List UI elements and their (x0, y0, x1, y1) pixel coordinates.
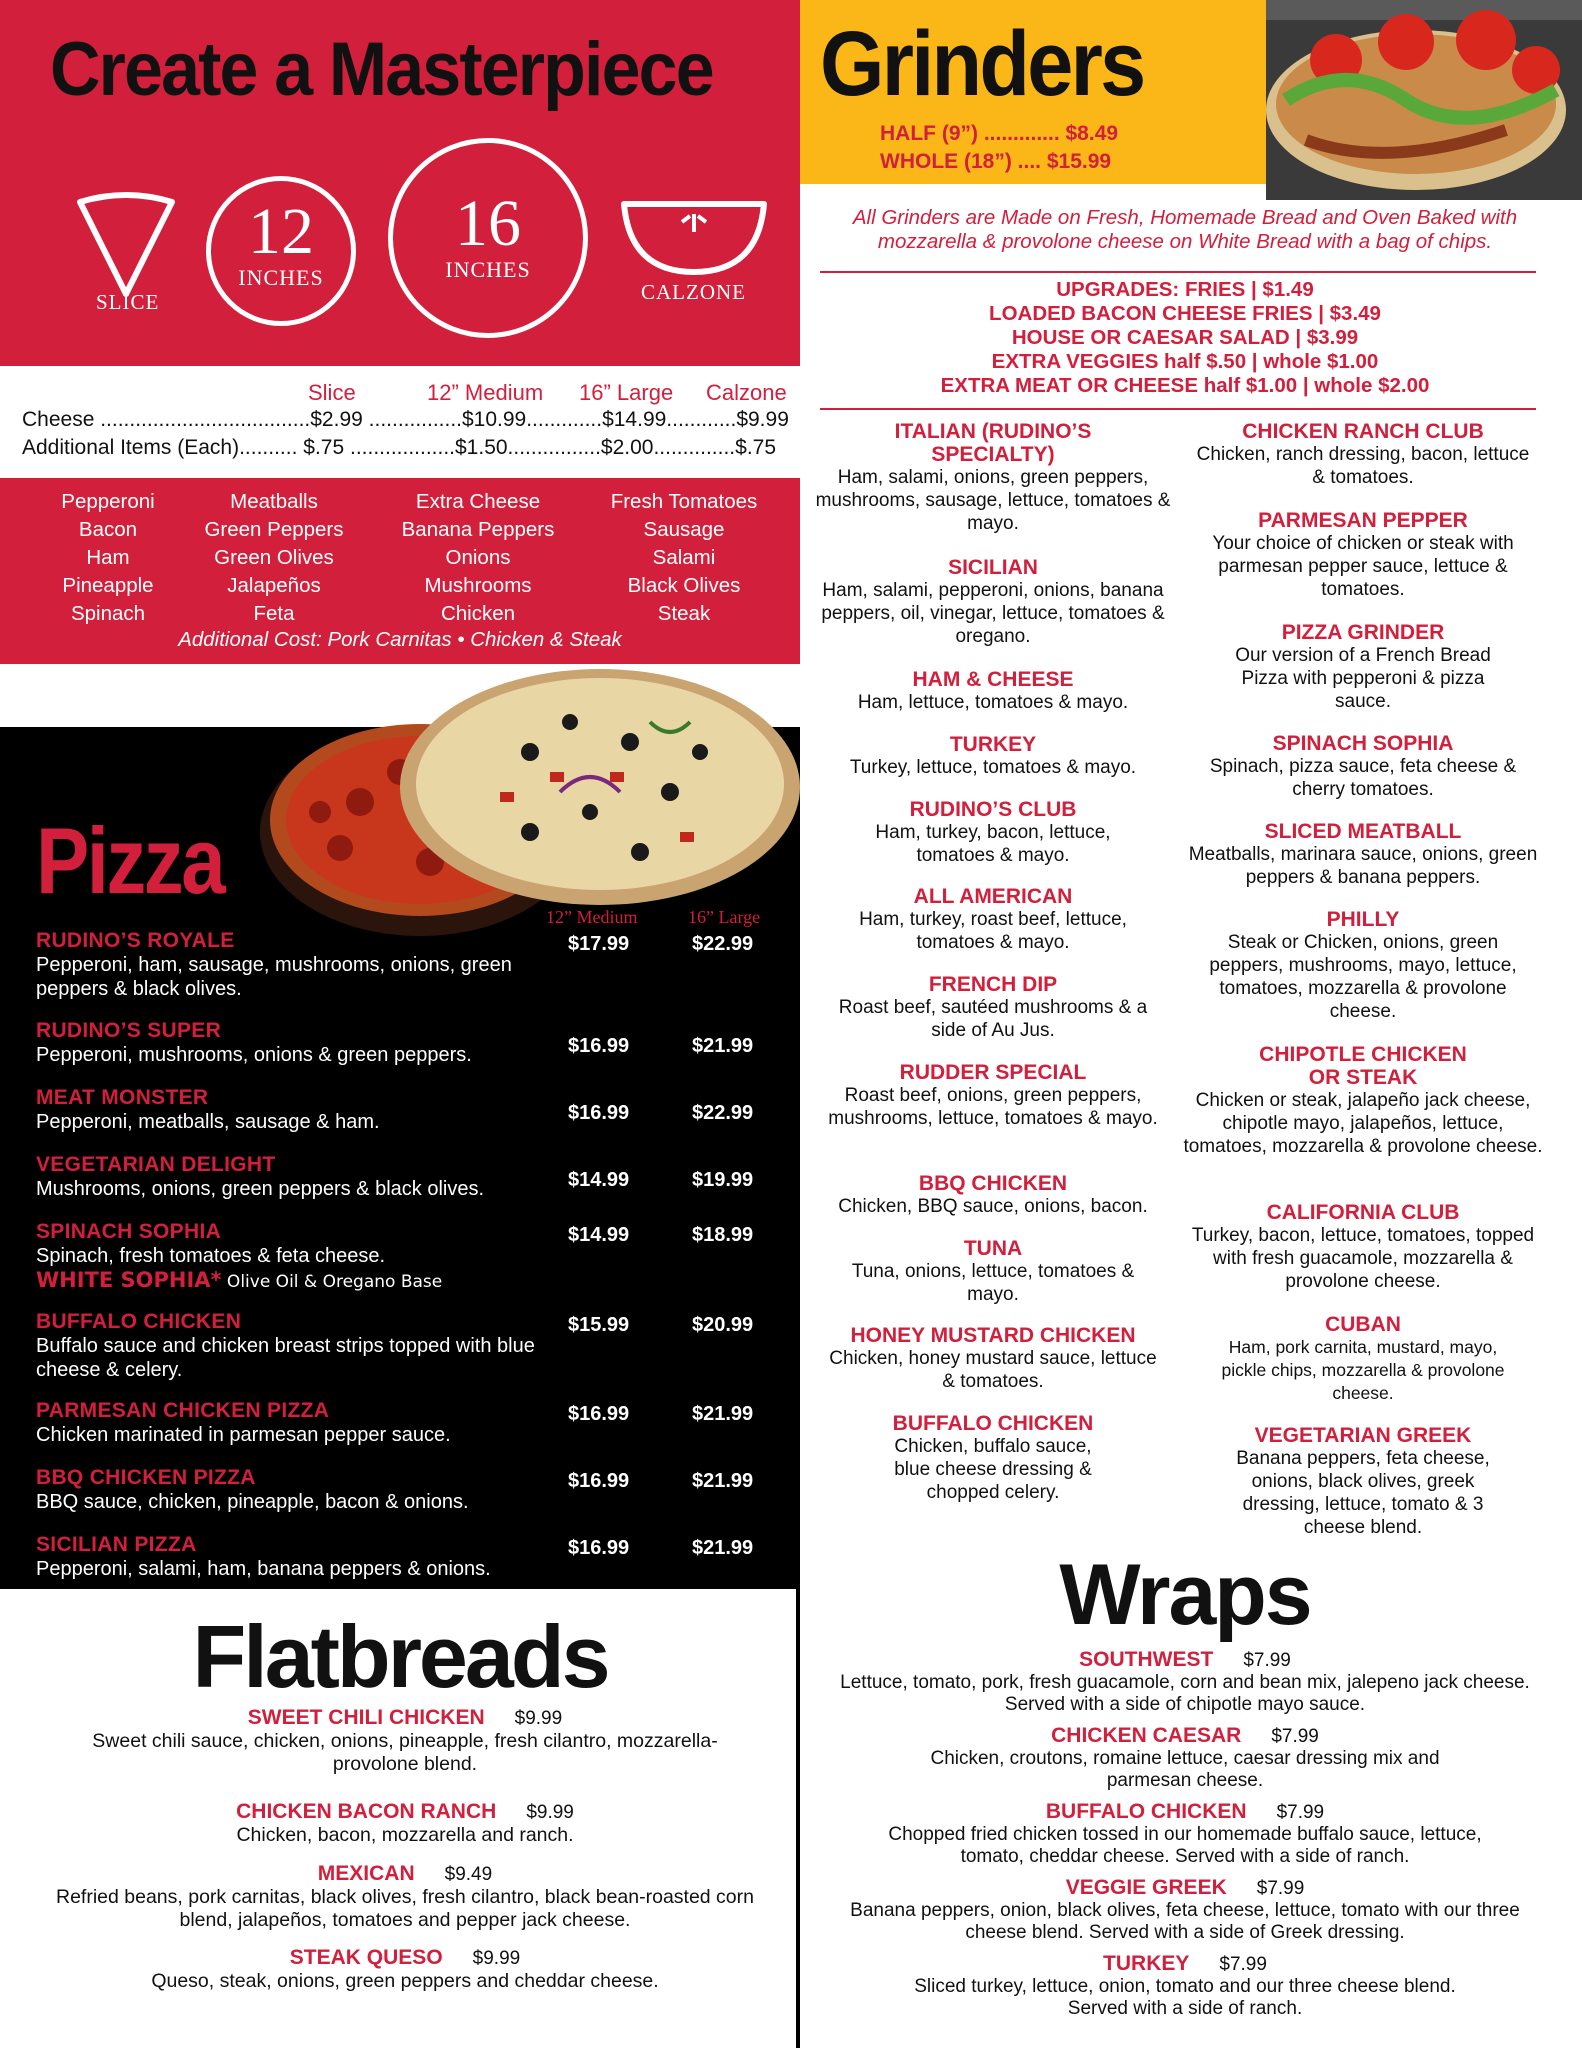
grinder-desc: Steak or Chicken, onions, green peppers, mushrooms, mayo, lettuce, tomatoes, mozzarella & provolone cheese. (1209, 932, 1517, 1022)
pizza-item-bbq-chicken (36, 1466, 776, 1514)
topping-item: Feta (253, 602, 295, 625)
col-header-calzone: Calzone (706, 380, 787, 405)
grinder-name: ALL AMERICAN (913, 885, 1073, 908)
wrap-desc: Sliced turkey, lettuce, onion, tomato and our three cheese blend. Served with a side of ranch. (914, 1976, 1456, 2019)
grinder-item-california-club (1178, 1201, 1548, 1293)
grinder-name: RUDINO’S CLUB (909, 798, 1077, 821)
toppings-column-2 (174, 488, 374, 628)
pizza-name: PARMESAN CHICKEN PIZZA (36, 1399, 330, 1422)
wrap-name: SOUTHWEST (1079, 1648, 1214, 1671)
pizza-item-buffalo-chicken (36, 1310, 776, 1382)
grinder-desc: Tuna, onions, lettuce, tomatoes & mayo. (851, 1261, 1135, 1305)
grinders-header (800, 0, 1270, 184)
flatbread-price: $9.99 (472, 1948, 521, 1969)
flatbread-desc: Chicken, bacon, mozzarella and ranch. (236, 1824, 574, 1846)
pizza-desc: Spinach, fresh tomatoes & feta cheese. (36, 1245, 386, 1267)
wrap-desc: Chopped fried chicken tossed in our homemade buffalo sauce, lettuce, tomato, cheddar cheese. Served with a side of ranch. (888, 1824, 1482, 1867)
pizza-desc: Pepperoni, meatballs, sausage & ham. (36, 1111, 380, 1133)
col-header-medium: 12” Medium (427, 380, 544, 405)
pizza-price-large: $18.99 (692, 1224, 754, 1246)
grinder-desc: Roast beef, sautéed mushrooms & a side of Au Jus. (838, 997, 1148, 1041)
wrap-price: $7.99 (1256, 1878, 1305, 1899)
medium-size-number: 12 (248, 195, 314, 268)
pizza-desc: Pepperoni, mushrooms, onions & green peppers. (36, 1044, 472, 1066)
wrap-name: CHICKEN CAESAR (1051, 1724, 1242, 1747)
topping-item: Banana Peppers (401, 518, 555, 541)
pizza-desc: Mushrooms, onions, green peppers & black olives. (36, 1178, 485, 1200)
grinder-half-price: HALF (9”) ............. $8.49 (880, 122, 1119, 145)
pizza-item-spinach-sophia (36, 1220, 776, 1292)
masterpiece-section (0, 0, 800, 366)
pizza-price-medium: $15.99 (568, 1314, 630, 1336)
grinder-desc: Chicken, honey mustard sauce, lettuce & tomatoes. (829, 1348, 1157, 1392)
grinder-desc: Turkey, lettuce, tomatoes & mayo. (849, 757, 1137, 778)
pizza-price-large: $21.99 (692, 1537, 754, 1559)
grinder-name: CHICKEN RANCH CLUB (1242, 420, 1484, 443)
pizza-desc: BBQ sauce, chicken, pineapple, bacon & onions. (36, 1491, 469, 1513)
grinder-whole-price: WHOLE (18”) .... $15.99 (880, 150, 1112, 173)
wrap-name: TURKEY (1103, 1952, 1190, 1975)
grinder-item-cuban (1178, 1313, 1548, 1405)
flatbread-name: STEAK QUESO (289, 1946, 443, 1969)
grinder-name: TUNA (963, 1237, 1023, 1260)
grinder-name: PHILLY (1326, 908, 1400, 931)
wrap-desc: Lettuce, tomato, pork, fresh guacamole, corn and bean mix, jalepeno jack cheese. Served with a side of chipotle mayo sauce. (840, 1672, 1530, 1715)
flatbread-item-steak-queso (20, 1946, 790, 1993)
grinder-name: SICILIAN (948, 556, 1038, 579)
base-price-table (0, 366, 800, 478)
grinder-item-bbq-chicken (808, 1172, 1178, 1218)
topping-item: Black Olives (627, 574, 741, 597)
divider-line (820, 408, 1536, 410)
toppings-panel (0, 478, 800, 664)
topping-item: Fresh Tomatoes (610, 490, 758, 513)
grinder-item-sicilian (808, 556, 1178, 648)
flatbread-price: $9.99 (526, 1802, 574, 1823)
flatbread-item-chicken-bacon-ranch (20, 1800, 790, 1847)
topping-item: Steak (657, 602, 711, 625)
topping-item: Extra Cheese (415, 490, 541, 513)
grinder-item-pizza-grinder (1178, 621, 1548, 713)
wrap-item-turkey (820, 1952, 1550, 2020)
wrap-name: VEGGIE GREEK (1065, 1876, 1227, 1899)
pizza-price-medium: $16.99 (568, 1537, 630, 1559)
grinder-desc: Spinach, pizza sauce, feta cheese & cherry tomatoes. (1209, 756, 1517, 800)
toppings-column-4 (584, 488, 784, 628)
grinder-desc: Banana peppers, feta cheese, onions, black olives, greek dressing, lettuce, tomato & 3 cheese blend. (1236, 1448, 1490, 1538)
wrap-price: $7.99 (1271, 1726, 1319, 1747)
grinder-name: RUDDER SPECIAL (899, 1061, 1087, 1084)
pizza-desc: Chicken marinated in parmesan pepper sauce. (36, 1424, 451, 1446)
pizza-price-large: $21.99 (692, 1035, 754, 1057)
grinder-item-chipotle (1178, 1043, 1548, 1158)
column-divider (796, 1589, 800, 2048)
flatbread-desc: Refried beans, pork carnitas, black olives, fresh cilantro, black bean-roasted corn blend, jalapeños, tomatoes and pepper jack cheese. (55, 1886, 754, 1931)
flatbread-item-sweet-chili-chicken (20, 1706, 790, 1776)
upgrade-salad: HOUSE OR CAESAR SALAD | $3.99 (1011, 326, 1359, 349)
grinder-desc: Roast beef, onions, green peppers, mushrooms, lettuce, tomatoes & mayo. (828, 1085, 1158, 1129)
flatbread-price: $9.99 (514, 1708, 563, 1729)
grinder-item-all-american (808, 885, 1178, 954)
grinder-name: FRENCH DIP (928, 973, 1058, 996)
pizza-price-large: $21.99 (692, 1470, 754, 1492)
grinder-item-parmesan-pepper (1178, 509, 1548, 601)
pizza-photo (230, 662, 830, 962)
grinder-item-philly (1178, 908, 1548, 1023)
grinders-title: Grinders (820, 13, 1144, 115)
pizza-desc: Pepperoni, ham, sausage, mushrooms, onions, green peppers & black olives. (36, 954, 512, 1000)
grinder-desc: Ham, salami, pepperoni, onions, banana peppers, oil, vinegar, lettuce, tomatoes & oregano. (821, 580, 1165, 647)
pizza-price-medium: $14.99 (568, 1224, 630, 1246)
toppings-column-3 (378, 488, 578, 628)
grinder-desc: Chicken, ranch dressing, bacon, lettuce & tomatoes. (1196, 444, 1530, 488)
topping-item: Ham (86, 546, 130, 569)
pizza-price-medium: $17.99 (568, 933, 630, 955)
grinder-item-french-dip (808, 973, 1178, 1042)
upgrade-fries: UPGRADES: FRIES | $1.49 (1056, 278, 1314, 301)
pizza-price-large: $20.99 (692, 1314, 754, 1336)
medium-inches-label: INCHES (238, 265, 324, 290)
grinder-desc: Ham, salami, onions, green peppers, mushrooms, sausage, lettuce, tomatoes & mayo. (815, 467, 1171, 534)
pizza-price-medium: $16.99 (568, 1035, 630, 1057)
pizza-price-large: $22.99 (692, 1102, 754, 1124)
col-header-large: 16” Large (579, 380, 674, 405)
grinder-photo (1266, 0, 1582, 200)
flatbread-desc: Sweet chili sauce, chicken, onions, pineapple, fresh cilantro, mozzarella-provolone blend. (92, 1730, 718, 1775)
large-inches-label: INCHES (445, 257, 531, 282)
calzone-label: CALZONE (641, 280, 746, 304)
grinder-name: PIZZA GRINDER (1281, 621, 1445, 644)
topping-item: Jalapeños (227, 574, 321, 597)
grinder-item-italian (808, 420, 1178, 535)
grinder-desc: Ham, lettuce, tomatoes & mayo. (857, 692, 1129, 713)
topping-item: Onions (445, 546, 511, 569)
grinder-desc: Our version of a French Bread Pizza with pepperoni & pizza sauce. (1235, 645, 1491, 712)
medium-size-circle (206, 176, 356, 326)
topping-item: Sausage (643, 518, 725, 541)
pizza-price-large: $21.99 (692, 1403, 754, 1425)
divider-line (820, 271, 1536, 273)
grinder-item-vegetarian-greek (1178, 1424, 1548, 1539)
wrap-price: $7.99 (1243, 1650, 1291, 1671)
topping-item: Chicken (440, 602, 516, 625)
pizza-item-meat-monster (36, 1086, 776, 1134)
flatbread-item-mexican (20, 1862, 790, 1932)
upgrade-extra-meat: EXTRA MEAT OR CHEESE half $1.00 | whole $2.00 (940, 374, 1430, 397)
pizza-slice-icon (74, 190, 178, 302)
topping-item: Pepperoni (61, 490, 155, 513)
grinder-name: SLICED MEATBALL (1264, 820, 1462, 843)
grinder-note: All Grinders are Made on Fresh, Homemade Bread and Oven Baked with mozzarella & provolone cheese on White Bread with a bag of chips. (852, 206, 1518, 253)
flatbreads-title: Flatbreads (192, 1607, 608, 1706)
pizza-name: BUFFALO CHICKEN (36, 1310, 242, 1333)
pizza-title: Pizza (36, 808, 224, 913)
grinder-name: PARMESAN PEPPER (1258, 509, 1468, 532)
grinder-item-buffalo-chicken (808, 1412, 1178, 1504)
additional-cost-note: Additional Cost: Pork Carnitas • Chicken & Steak (178, 628, 622, 651)
grinder-desc: Meatballs, marinara sauce, onions, green peppers & banana peppers. (1188, 844, 1538, 888)
large-size-circle (388, 138, 588, 338)
grinder-item-spinach-sophia (1178, 732, 1548, 801)
grinder-item-turkey (808, 733, 1178, 779)
pizza-name: BBQ CHICKEN PIZZA (36, 1466, 256, 1489)
grinder-name: BUFFALO CHICKEN (892, 1412, 1094, 1435)
grinder-desc: Ham, turkey, roast beef, lettuce, tomatoes & mayo. (859, 909, 1127, 953)
col-header-slice: Slice (308, 380, 356, 405)
wrap-item-buffalo-chicken (820, 1800, 1550, 1868)
grinder-name: VEGETARIAN GREEK (1254, 1424, 1472, 1447)
flatbread-name: SWEET CHILI CHICKEN (247, 1706, 485, 1729)
grinder-item-ham-cheese (808, 668, 1178, 714)
wrap-desc: Banana peppers, onion, black olives, feta cheese, lettuce, tomato with our three cheese blend. Served with a side of Greek dressing. (850, 1900, 1520, 1943)
topping-item: Pineapple (62, 574, 154, 597)
upgrade-extra-veggies: EXTRA VEGGIES half $.50 | whole $1.00 (991, 350, 1379, 373)
wrap-item-southwest (820, 1648, 1550, 1716)
wraps-title: Wraps (1059, 1547, 1311, 1643)
grinder-desc: Ham, turkey, bacon, lettuce, tomatoes & mayo. (875, 822, 1111, 866)
grinder-name: ITALIAN (RUDINO’S SPECIALTY) (894, 420, 1092, 466)
wrap-price: $7.99 (1219, 1954, 1267, 1975)
pizza-item-vegetarian-delight (36, 1153, 776, 1201)
price-row-additional-items: Additional Items (Each).......... $.75 ..................$1.50................$2.00..............$.75 (22, 436, 777, 459)
white-sophia-line (36, 1268, 776, 1292)
wrap-price: $7.99 (1276, 1802, 1325, 1823)
flatbread-desc: Queso, steak, onions, green peppers and cheddar cheese. (151, 1970, 659, 1992)
grinder-item-tuna (808, 1237, 1178, 1306)
grinder-item-honey-mustard-chicken (808, 1324, 1178, 1393)
grinder-name: HONEY MUSTARD CHICKEN (850, 1324, 1136, 1347)
pizza-name: MEAT MONSTER (36, 1086, 209, 1109)
topping-item: Green Peppers (204, 518, 344, 541)
wrap-item-veggie-greek (820, 1876, 1550, 1944)
grinder-item-rudinos-club (808, 798, 1178, 867)
price-row-cheese: Cheese ....................................$2.99 ................$10.99.............$14.99............$9.99 (22, 408, 789, 431)
pizza-name: RUDINO’S ROYALE (36, 929, 235, 952)
masterpiece-title: Create a Masterpiece (50, 27, 713, 112)
pizza-price-large: $19.99 (692, 1169, 754, 1191)
topping-item: Mushrooms (424, 574, 532, 597)
grinder-name: CALIFORNIA CLUB (1266, 1201, 1460, 1224)
grinder-name: BBQ CHICKEN (918, 1172, 1068, 1195)
pizza-price-large: $22.99 (692, 933, 754, 955)
pizza-price-medium: $16.99 (568, 1470, 630, 1492)
grinder-name: CUBAN (1325, 1313, 1401, 1336)
flatbread-price: $9.49 (444, 1864, 493, 1885)
flatbread-name: CHICKEN BACON RANCH (236, 1800, 497, 1823)
grinder-item-rudder-special (808, 1061, 1178, 1130)
pizza-price-medium: $16.99 (568, 1102, 630, 1124)
pizza-item-sicilian (36, 1533, 776, 1581)
grinder-name: HAM & CHEESE (912, 668, 1074, 691)
pizza-item-parmesan-chicken (36, 1399, 776, 1447)
wrap-item-chicken-caesar (820, 1724, 1550, 1792)
grinder-name: CHIPOTLE CHICKEN OR STEAK (1259, 1043, 1467, 1089)
wrap-desc: Chicken, croutons, romaine lettuce, caesar dressing mix and parmesan cheese. (930, 1748, 1440, 1791)
grinder-desc: Turkey, bacon, lettuce, tomatoes, topped with fresh guacamole, mozzarella & provolone cheese. (1191, 1225, 1535, 1292)
topping-item: Bacon (78, 518, 138, 541)
grinder-name: TURKEY (949, 733, 1037, 756)
large-size-number: 16 (455, 187, 521, 260)
grinder-item-chicken-ranch-club (1178, 420, 1548, 489)
pizza-price-medium: $14.99 (568, 1169, 630, 1191)
topping-item: Green Olives (214, 546, 334, 569)
pizza-name: SICILIAN PIZZA (36, 1533, 197, 1556)
calzone-icon (618, 196, 770, 278)
pizza-name: VEGETARIAN DELIGHT (36, 1153, 276, 1176)
pizza-item-rudinos-super (36, 1019, 776, 1067)
upgrade-loaded-fries: LOADED BACON CHEESE FRIES | $3.49 (989, 302, 1381, 325)
pizza-name: RUDINO’S SUPER (36, 1019, 222, 1042)
pizza-desc: Buffalo sauce and chicken breast strips topped with blue cheese & celery. (36, 1335, 535, 1381)
pizza-col-medium: 12” Medium (546, 907, 638, 927)
topping-item: Meatballs (230, 490, 318, 513)
white-sophia-desc: Olive Oil & Oregano Base (221, 1272, 443, 1292)
white-sophia-name: WHITE SOPHIA* (36, 1268, 222, 1292)
slice-label: SLICE (96, 290, 160, 314)
grinder-item-sliced-meatball (1178, 820, 1548, 889)
grinder-desc: Chicken or steak, jalapeño jack cheese, chipotle mayo, jalapeños, lettuce, tomatoes, mozzarella & provolone cheese. (1183, 1090, 1543, 1157)
topping-item: Salami (652, 546, 716, 569)
wrap-name: BUFFALO CHICKEN (1045, 1800, 1247, 1823)
grinder-name: SPINACH SOPHIA (1272, 732, 1454, 755)
topping-item: Spinach (70, 602, 146, 625)
pizza-price-medium: $16.99 (568, 1403, 630, 1425)
pizza-desc: Pepperoni, salami, ham, banana peppers & onions. (36, 1558, 491, 1580)
grinder-desc: Chicken, buffalo sauce, blue cheese dressing & chopped celery. (894, 1436, 1092, 1503)
flatbread-name: MEXICAN (317, 1862, 415, 1885)
grinder-desc: Your choice of chicken or steak with parmesan pepper sauce, lettuce & tomatoes. (1212, 533, 1514, 600)
pizza-name: SPINACH SOPHIA (36, 1220, 222, 1243)
grinder-desc: Chicken, BBQ sauce, onions, bacon. (838, 1196, 1148, 1217)
grinder-desc: Ham, pork carnita, mustard, mayo, pickle chips, mozzarella & provolone cheese. (1221, 1337, 1505, 1403)
pizza-col-large: 16” Large (688, 907, 761, 927)
